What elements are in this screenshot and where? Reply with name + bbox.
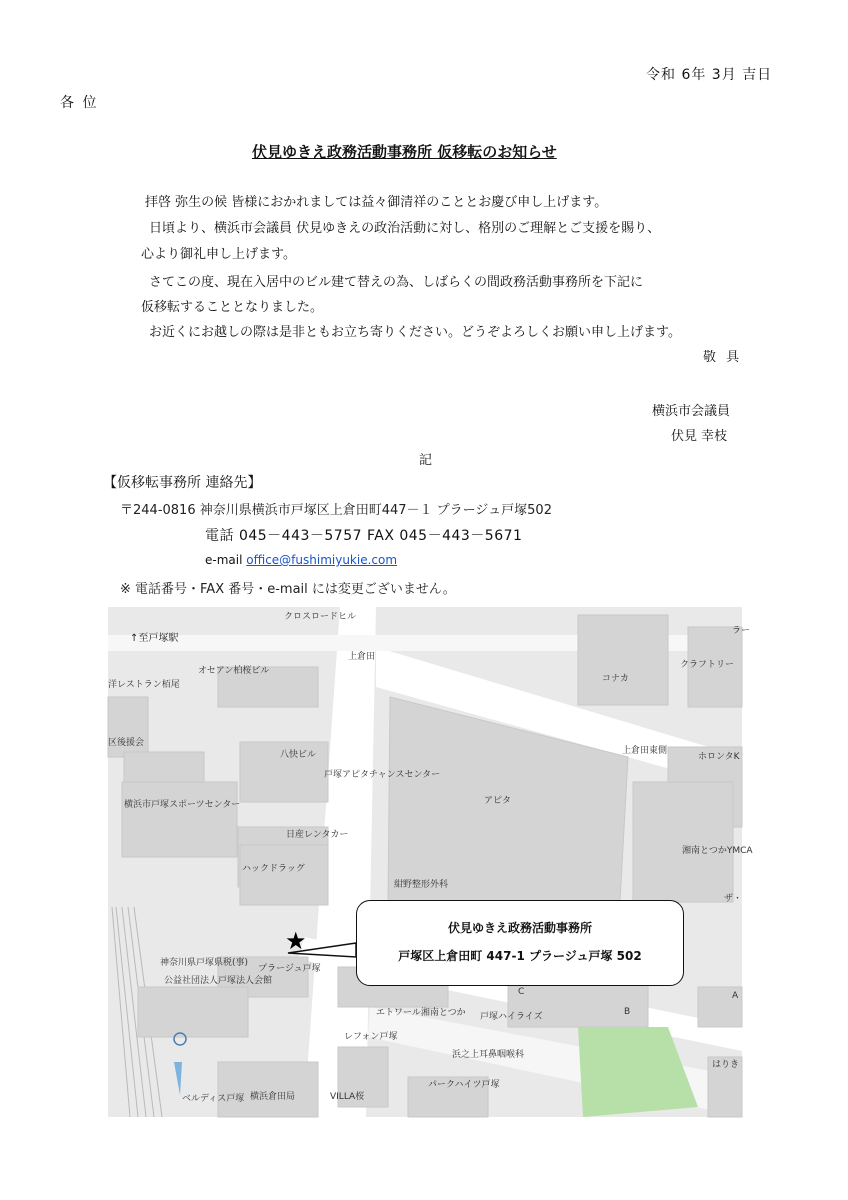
map-label-parkheights: パークハイツ戸塚 (428, 1080, 500, 1090)
location-map (108, 607, 753, 1117)
map-label-orthopedic: 紺野整形外科 (394, 880, 449, 890)
map-label-apita-chance: 戸塚アピタチャンスセンター (324, 770, 441, 780)
body-line-6: お近くにお越しの際は是非ともお立ち寄りください。どうぞよろしくお願い申し上げます。 (149, 325, 681, 340)
office-location-star-icon: ★ (285, 927, 307, 955)
body-line-4: さてこの度、現在入居中のビル建て替えの為、しばらくの間政務活動事務所を下記に (149, 275, 644, 290)
map-label-apita: アピタ (484, 796, 512, 806)
phone-fax-line: 電話 045－443－5757 FAX 045－443－5671 (205, 528, 523, 544)
map-label-sports: 横浜市戸塚スポーツセンター (124, 800, 241, 810)
station-direction-label: ↑至戸塚駅 (130, 633, 179, 644)
contact-heading: 【仮移転事務所 連絡先】 (103, 475, 262, 491)
contact-note: ※ 電話番号・FAX 番号・e-mail には変更ございません。 (120, 582, 456, 597)
map-label-ocean: オセアン柏桜ビル (198, 666, 270, 676)
map-label-villa: VILLA桜 (330, 1092, 365, 1102)
map-label-ymca: 湘南とつかYMCA (682, 846, 753, 856)
map-label-hack: ハックドラッグ (242, 864, 305, 874)
callout-office-address: 戸塚区上倉田町 447-1 プラージュ戸塚 502 (398, 949, 642, 963)
map-label-harigaya: はりき (712, 1060, 740, 1070)
body-line-3: 心より御礼申し上げます。 (141, 247, 296, 262)
email-row (205, 553, 397, 567)
email-label: e-mail (205, 553, 247, 567)
map-label-kamikurata: 上倉田 (348, 652, 376, 662)
postal-address: 〒244-0816 神奈川県横浜市戸塚区上倉田町447－１ プラージュ戸塚502 (120, 503, 552, 518)
page-title: 伏見ゆきえ政務活動事務所 仮移転のお知らせ (252, 143, 557, 161)
map-label-tax: 神奈川県戸塚県税(事) (160, 958, 249, 968)
addressee: 各 位 (60, 95, 99, 111)
record-mark: 記 (419, 453, 433, 468)
signature-name: 伏見 幸枝 (671, 429, 728, 444)
closing-phrase: 敬 具 (703, 350, 743, 365)
body-line-1: 拝啓 弥生の候 皆様におかれましては益々御清祥のこととお慶び申し上げます。 (145, 195, 608, 210)
map-label-a: A (732, 991, 739, 1001)
map-label-c: C (518, 987, 525, 997)
map-graphic (108, 607, 742, 1117)
map-label-beldis: ベルディス戸塚 (182, 1094, 245, 1104)
map-label-yachiyo: 八快ビル (280, 750, 317, 760)
callout-office-name: 伏見ゆきえ政務活動事務所 (447, 921, 592, 935)
office-callout (356, 900, 684, 986)
map-label-za: ザ・ (724, 894, 743, 904)
map-label-ent: 浜之上耳鼻咽喉科 (452, 1050, 525, 1060)
map-label-nissan: 日産レンタカー (286, 830, 349, 840)
map-label-kamikurata-east: 上倉田東側 (622, 746, 668, 756)
map-label-restaurant: 洋レストラン栢尾 (108, 680, 180, 690)
map-label-houjin: 公益社団法人戸塚法人会館 (164, 976, 273, 986)
map-label-kurata-post: 横浜倉田局 (250, 1092, 296, 1102)
map-label-cross-road: クロスロードヒル (284, 612, 357, 622)
map-label-kohnan: コナカ (602, 674, 629, 684)
map-label-gouen: 区後援会 (108, 738, 145, 748)
map-label-la: ラー (732, 626, 751, 636)
document-date: 令和 6年 3月 吉日 (646, 67, 773, 83)
map-label-plage: プラージュ戸塚 (258, 964, 321, 974)
email-link[interactable]: office@fushimiyukie.com (246, 553, 398, 567)
map-label-horonta: ホロンタK (698, 752, 740, 762)
signature-role: 横浜市会議員 (652, 404, 731, 419)
map-label-craftree: クラフトリー (680, 660, 735, 670)
body-line-5: 仮移転することとなりました。 (141, 300, 324, 315)
body-line-2: 日頃より、横浜市会議員 伏見ゆきえの政治活動に対し、格別のご理解とご支援を賜り、 (149, 221, 661, 236)
map-label-highrise: 戸塚ハイライズ (480, 1012, 543, 1022)
map-label-refone: レフォン戸塚 (344, 1032, 398, 1042)
map-label-b: B (624, 1007, 631, 1017)
map-label-etoile: エトワール湘南とつか (376, 1008, 466, 1018)
